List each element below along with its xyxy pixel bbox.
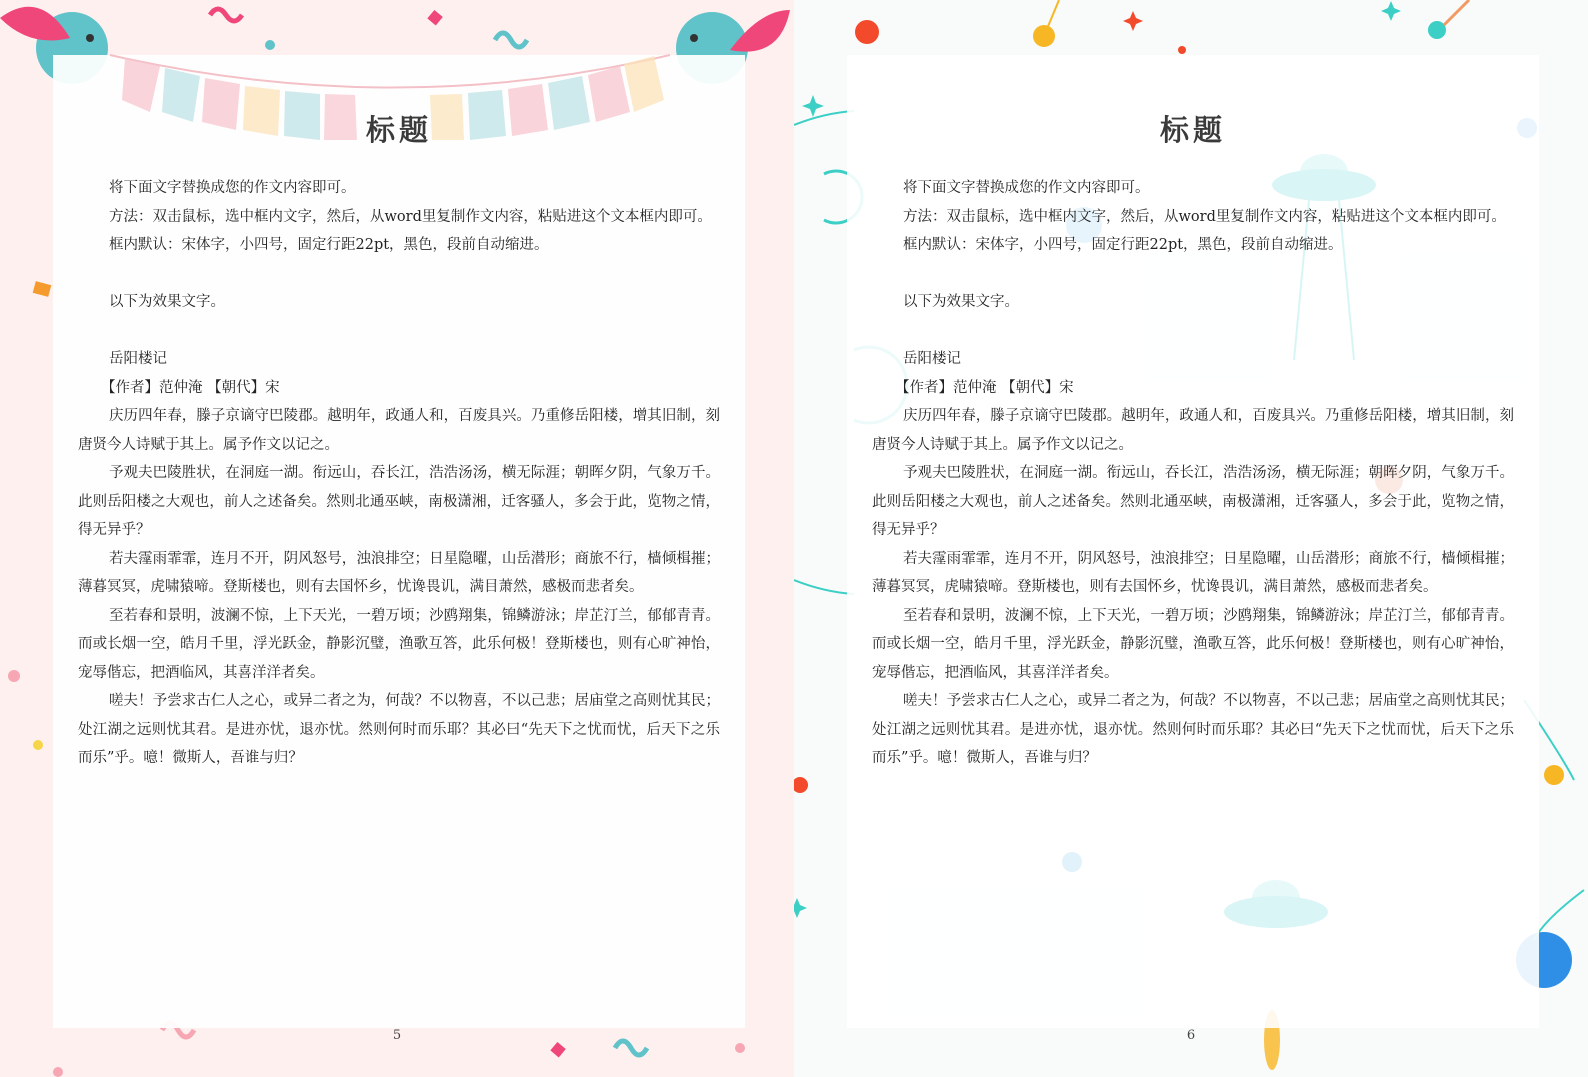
blank-line [872, 260, 1514, 289]
method-text: 方法：双击鼠标，选中框内文字，然后，从word里复制作文内容，粘贴进这个文本框内即可。 [903, 208, 1506, 225]
page-right [794, 0, 1588, 1077]
intro-text: 将下面文字替换成您的作文内容即可。 [109, 180, 356, 196]
blank-line [78, 317, 720, 346]
essay-paragraph: 庆历四年春，滕子京谪守巴陵郡。越明年，政通人和，百废具兴。乃重修岳阳楼，增其旧制，刻唐贤今人诗赋于其上。属予作文以记之。 [872, 408, 1514, 453]
essay-paragraph: 若夫霪雨霏霏，连月不开，阴风怒号，浊浪排空；日星隐曜，山岳潜形；商旅不行，樯倾楫摧；薄暮冥冥，虎啸猿啼。登斯楼也，则有去国怀乡，忧谗畏讥，满目萧然，感极而悲者矣。 [78, 550, 720, 595]
method-text: 方法：双击鼠标，选中框内文字，然后，从word里复制作文内容，粘贴进这个文本框内即可。 [109, 208, 712, 225]
essay-paragraph: 予观夫巴陵胜状，在洞庭一湖。衔远山，吞长江，浩浩汤汤，横无际涯；朝晖夕阴，气象万千。此则岳阳楼之大观也，前人之述备矣。然则北通巫峡，南极潇湘，迁客骚人，多会于此，览物之情，得无异乎？ [78, 465, 720, 538]
page-number: 6 [1186, 1028, 1196, 1043]
essay-paragraph: 嗟夫！予尝求古仁人之心，或异二者之为，何哉？不以物喜，不以己悲；居庙堂之高则忧其民；处江湖之远则忧其君。是进亦忧，退亦忧。然则何时而乐耶？其必曰“先天下之忧而忧，后天下之乐而乐”乎。噫！微斯人，吾谁与归？ [872, 693, 1514, 766]
essay-paragraph: 予观夫巴陵胜状，在洞庭一湖。衔远山，吞长江，浩浩汤汤，横无际涯；朝晖夕阴，气象万千。此则岳阳楼之大观也，前人之述备矣。然则北通巫峡，南极潇湘，迁客骚人，多会于此，览物之情，得无异乎？ [872, 465, 1514, 538]
page-content [872, 110, 1514, 773]
essay-paragraph: 嗟夫！予尝求古仁人之心，或异二者之为，何哉？不以物喜，不以己悲；居庙堂之高则忧其民；处江湖之远则忧其君。是进亦忧，退亦忧。然则何时而乐耶？其必曰“先天下之忧而忧，后天下之乐而乐”乎。噫！微斯人，吾谁与归？ [78, 693, 720, 766]
intro-text: 将下面文字替换成您的作文内容即可。 [903, 180, 1150, 196]
author-line: 【作者】范仲淹 【朝代】宋 [101, 379, 280, 396]
defaults-text: 框内默认：宋体字，小四号，固定行距22pt，黑色，段前自动缩进。 [109, 237, 549, 253]
page-content [78, 110, 720, 773]
essay-paragraph: 若夫霪雨霏霏，连月不开，阴风怒号，浊浪排空；日星隐曜，山岳潜形；商旅不行，樯倾楫摧；薄暮冥冥，虎啸猿啼。登斯楼也，则有去国怀乡，忧谗畏讥，满目萧然，感极而悲者矣。 [872, 550, 1514, 595]
effect-label: 以下为效果文字。 [109, 294, 225, 310]
blank-line [872, 317, 1514, 346]
essay-paragraph: 至若春和景明，波澜不惊，上下天光，一碧万顷；沙鸥翔集，锦鳞游泳；岸芷汀兰，郁郁青青。而或长烟一空，皓月千里，浮光跃金，静影沉璧，渔歌互答，此乐何极！登斯楼也，则有心旷神怡，宠辱偕忘，把酒临风，其喜洋洋者矣。 [872, 607, 1514, 681]
page-number: 5 [392, 1028, 402, 1043]
page-title: 标题 [365, 113, 432, 147]
essay-paragraph: 庆历四年春，滕子京谪守巴陵郡。越明年，政通人和，百废具兴。乃重修岳阳楼，增其旧制，刻唐贤今人诗赋于其上。属予作文以记之。 [78, 408, 720, 453]
essay-title: 岳阳楼记 [903, 351, 961, 367]
essay-paragraph: 至若春和景明，波澜不惊，上下天光，一碧万顷；沙鸥翔集，锦鳞游泳；岸芷汀兰，郁郁青青。而或长烟一空，皓月千里，浮光跃金，静影沉璧，渔歌互答，此乐何极！登斯楼也，则有心旷神怡，宠辱偕忘，把酒临风，其喜洋洋者矣。 [78, 607, 720, 681]
essay-title: 岳阳楼记 [109, 351, 167, 367]
page-title: 标题 [1159, 113, 1226, 147]
effect-label: 以下为效果文字。 [903, 294, 1019, 310]
author-line: 【作者】范仲淹 【朝代】宋 [895, 379, 1074, 396]
blank-line [78, 260, 720, 289]
defaults-text: 框内默认：宋体字，小四号，固定行距22pt，黑色，段前自动缩进。 [903, 237, 1343, 253]
